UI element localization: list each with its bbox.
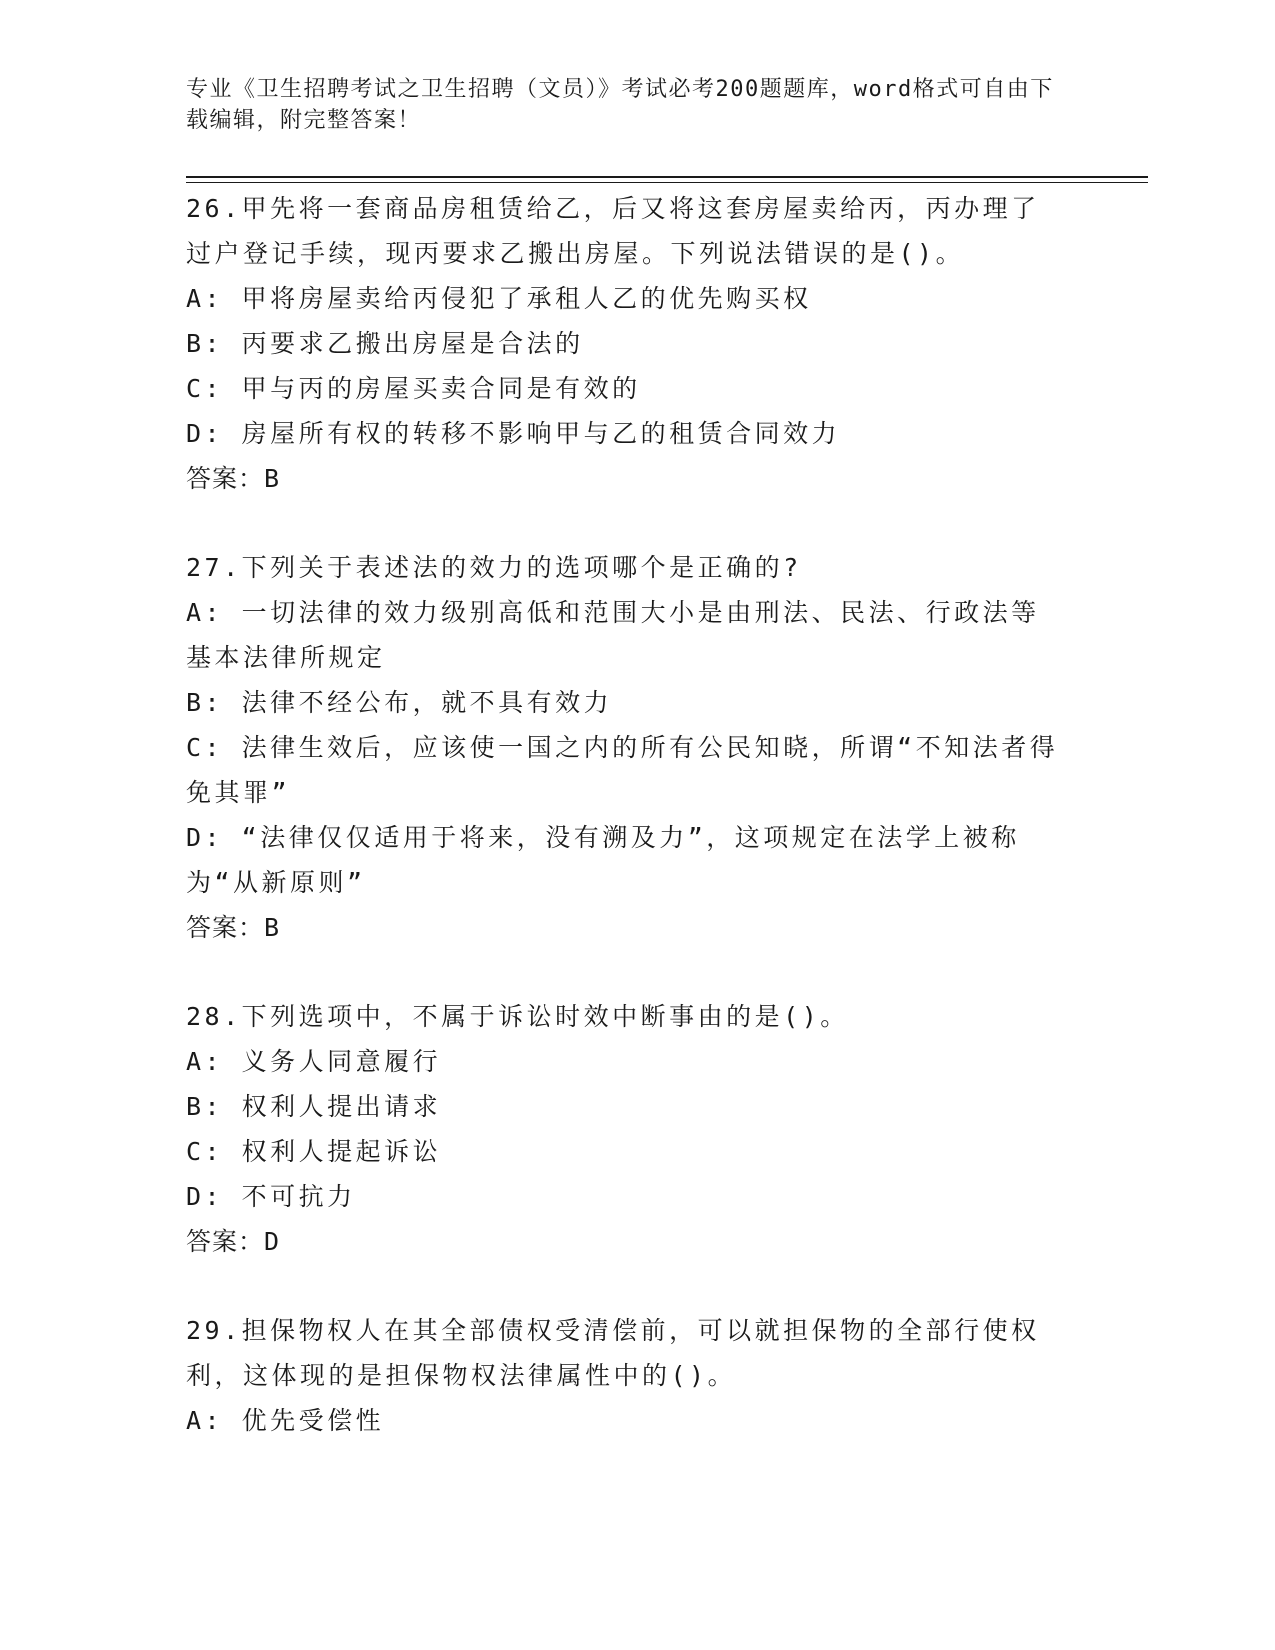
option-b: B: 丙要求乙搬出房屋是合法的 bbox=[186, 329, 584, 358]
option-c: C: 权利人提起诉讼 bbox=[186, 1137, 442, 1166]
question-26 bbox=[186, 186, 1066, 501]
option-a: A: 一切法律的效力级别高低和范围大小是由刑法、民法、行政法等基本法律所规定 bbox=[186, 598, 1040, 672]
document-header: 专业《卫生招聘考试之卫生招聘（文员）》考试必考200题题库，word格式可自由下载编辑，附完整答案！ bbox=[186, 77, 1054, 133]
option-a: A: 义务人同意履行 bbox=[186, 1047, 442, 1076]
question-stem: 27.下列关于表述法的效力的选项哪个是正确的? bbox=[186, 553, 802, 582]
option-b: B: 法律不经公布，就不具有效力 bbox=[186, 688, 613, 717]
option-c: C: 甲与丙的房屋买卖合同是有效的 bbox=[186, 374, 641, 403]
answer-label: 答案：B bbox=[186, 464, 281, 493]
question-stem: 29.担保物权人在其全部债权受清偿前，可以就担保物的全部行使权利，这体现的是担保物权法律属性中的()。 bbox=[186, 1316, 1040, 1390]
option-c: C: 法律生效后，应该使一国之内的所有公民知晓，所谓“不知法者得免其罪” bbox=[186, 733, 1059, 807]
header-divider-thick bbox=[186, 176, 1148, 178]
question-list bbox=[186, 186, 1066, 1487]
question-stem: 28.下列选项中，不属于诉讼时效中断事由的是()。 bbox=[186, 1002, 849, 1031]
question-27 bbox=[186, 545, 1066, 950]
question-28 bbox=[186, 994, 1066, 1264]
option-d: D: 不可抗力 bbox=[186, 1182, 356, 1211]
answer-label: 答案：D bbox=[186, 1227, 281, 1256]
option-d: D: 房屋所有权的转移不影响甲与乙的租赁合同效力 bbox=[186, 419, 841, 448]
answer-label: 答案：B bbox=[186, 913, 281, 942]
question-stem: 26.甲先将一套商品房租赁给乙，后又将这套房屋卖给丙，丙办理了过户登记手续，现丙要求乙搬出房屋。下列说法错误的是()。 bbox=[186, 194, 1040, 268]
question-29 bbox=[186, 1308, 1066, 1443]
header-divider-thin bbox=[186, 182, 1148, 183]
option-b: B: 权利人提出请求 bbox=[186, 1092, 442, 1121]
option-d: D: “法律仅仅适用于将来，没有溯及力”，这项规定在法学上被称为“从新原则” bbox=[186, 823, 1020, 897]
option-a: A: 优先受偿性 bbox=[186, 1406, 385, 1435]
option-a: A: 甲将房屋卖给丙侵犯了承租人乙的优先购买权 bbox=[186, 284, 812, 313]
